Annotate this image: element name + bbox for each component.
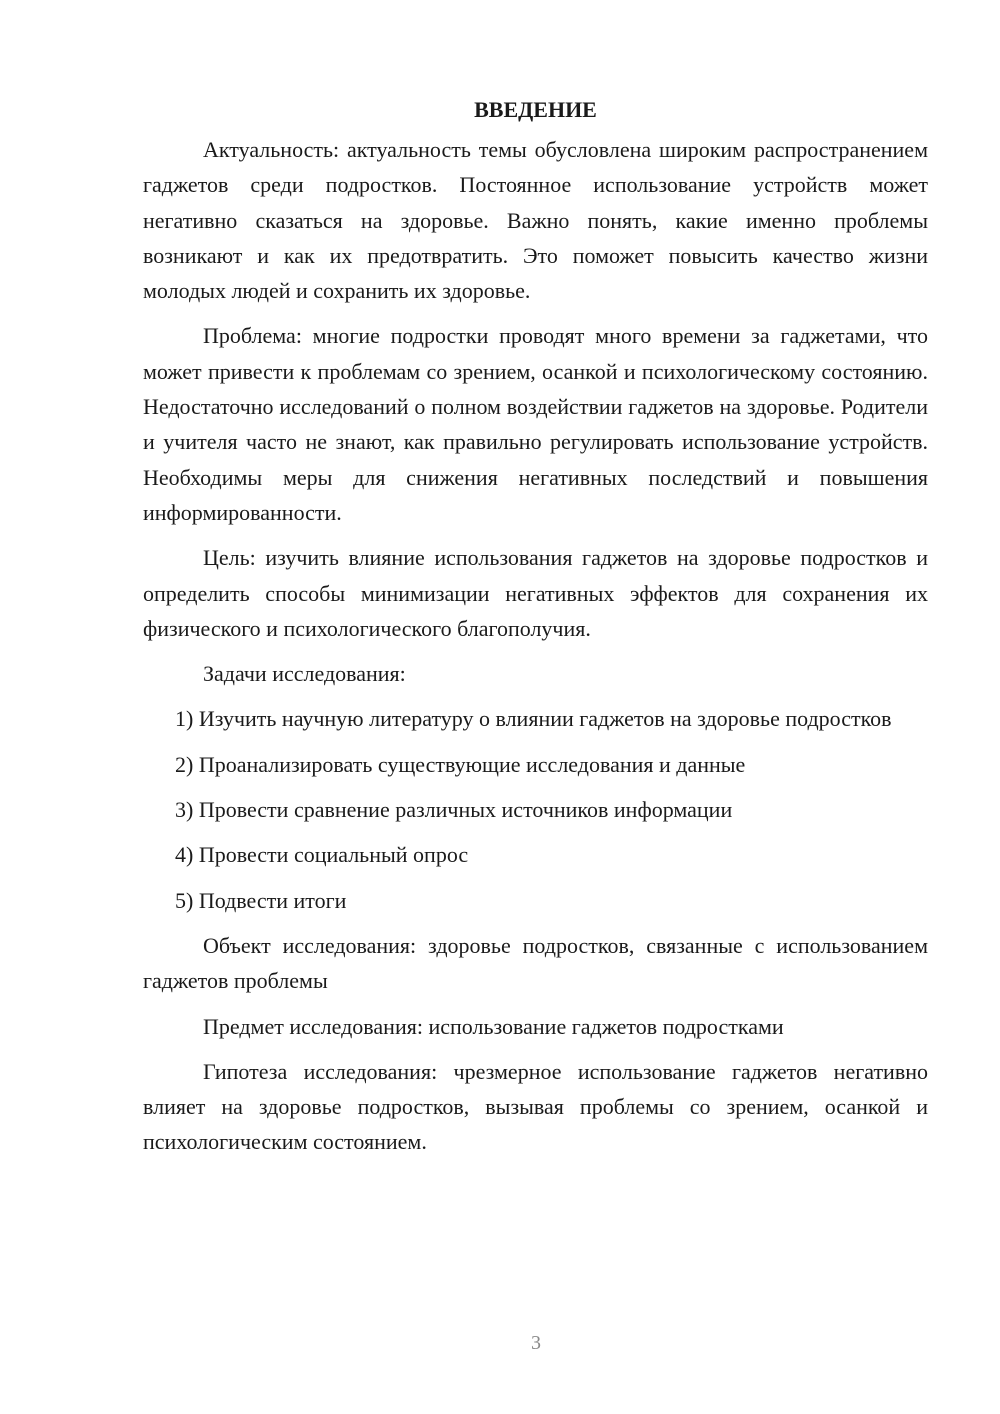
task-item-3: 3) Провести сравнение различных источников информации bbox=[175, 797, 733, 823]
paragraph-subject: Предмет исследования: использование гаджетов подростками bbox=[203, 1013, 784, 1039]
task-item-1: 1) Изучить научную литературу о влиянии гаджетов на здоровье подростков bbox=[175, 706, 892, 732]
task-item-4: 4) Провести социальный опрос bbox=[175, 842, 469, 868]
task-item-5: 5) Подвести итоги bbox=[175, 887, 347, 913]
tasks-heading: Задачи исследования: bbox=[203, 661, 406, 687]
section-title: ВВЕДЕНИЕ bbox=[474, 97, 597, 122]
paragraph-relevance: Актуальность: актуальность темы обусловлена широким распространением гаджетов среди подростков. Постоянное использование устройств может негативно сказаться на здоровье. Важно понять, какие именно проблемы возникают и как их предотвратить. Это поможет повысить качество жизни молодых людей и сохранить их здоровье. bbox=[143, 137, 928, 304]
paragraph-problem: Проблема: многие подростки проводят много времени за гаджетами, что может привести к проблемам со зрением, осанкой и психологическому состоянию. Недостаточно исследований о полном воздействии гаджетов на здоровье. Родители и учителя часто не знают, как правильно регулировать использование устройств. Необходимы меры для снижения негативных последствий и повышения информированности. bbox=[143, 323, 928, 525]
document-page bbox=[143, 92, 928, 1170]
page-number: 3 bbox=[531, 1332, 541, 1354]
paragraph-hypothesis: Гипотеза исследования: чрезмерное использование гаджетов негативно влияет на здоровье подростков, вызывая проблемы со зрением, осанкой и психологическим состоянием. bbox=[143, 1058, 928, 1155]
paragraph-goal: Цель: изучить влияние использования гаджетов на здоровье подростков и определить способы минимизации негативных эффектов для сохранения их физического и психологического благополучия. bbox=[143, 545, 928, 641]
task-item-2: 2) Проанализировать существующие исследования и данные bbox=[175, 751, 746, 777]
paragraph-object: Объект исследования: здоровье подростков, связанные с использованием гаджетов проблемы bbox=[143, 932, 928, 994]
